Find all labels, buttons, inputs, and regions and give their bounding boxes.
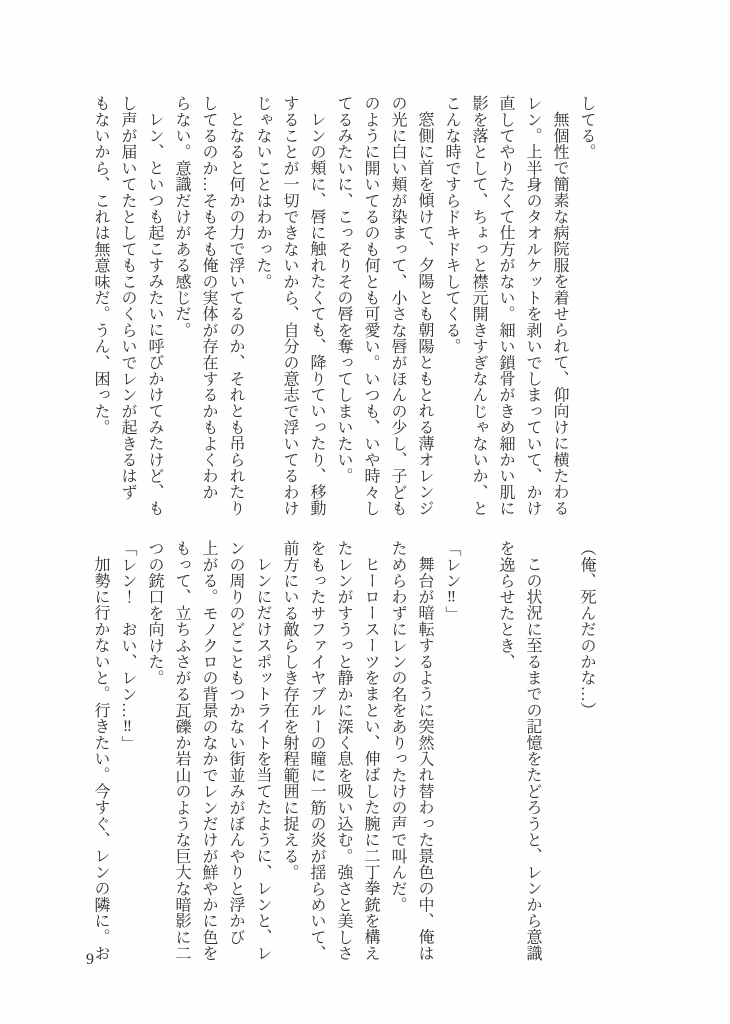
text-line: らない。意識だけがある感じだ。 — [173, 95, 190, 338]
text-line: 「レン‼」 — [443, 540, 460, 622]
text-line: し声が届いてたとしてもこのくらいでレンが起きるはず — [119, 95, 136, 500]
text-line: レンにだけスポットライトを当てたように、レンと、レ — [254, 556, 271, 961]
text-line: つの銃口を向けた。 — [146, 540, 163, 686]
text-line: 加勢に行かないと。行きたい。今すぐ、レンの隣に。お — [92, 556, 109, 961]
text-line: することが一切できないから、自分の意志で浮いてるわけ — [281, 95, 298, 517]
text-block-bottom — [87, 540, 600, 964]
text-line: 上がる。モノクロの背景のなかでレンだけが鮮やかに色を — [200, 540, 217, 962]
text-line — [465, 540, 492, 964]
text-line: してる。 — [578, 95, 595, 160]
text-line: レンの頬に、唇に触れたくても、降りていったり、移動 — [308, 111, 325, 516]
text-line: 影を落として、ちょっと襟元開きすぎなんじゃないか、と — [470, 95, 487, 517]
text-line: してるのか…そもそも俺の実体が存在するかもよくわか — [200, 95, 217, 500]
page-number: 9 — [86, 951, 94, 968]
text-line: もないから、これは無意味だ。うん、困った。 — [92, 95, 109, 436]
text-line: 舞台が暗転するように突然入れ替わった景色の中、俺は — [416, 556, 433, 961]
text-line: となると何かの力で浮いてるのか、それとも吊られたり — [227, 111, 244, 516]
text-line: をもったサファイヤブルーの瞳に一筋の炎が揺らめいて、 — [308, 540, 325, 962]
text-line: 無個性で簡素な病院服を着せられて、仰向けに横たわる — [551, 111, 568, 516]
text-line: の光に白い頬が染まって、小さな唇がほんの少し、子ども — [389, 95, 406, 517]
text-line: ためらわずにレンの名をありったけの声で叫んだ。 — [389, 540, 406, 913]
text-line: （俺、死んだのかな…） — [578, 540, 595, 719]
text-line: 窓側に首を傾けて、夕陽とも朝陽ともとれる薄オレンジ — [416, 111, 433, 516]
text-line: レン、といつも起こすみたいに呼びかけてみたけど、も — [146, 111, 163, 516]
text-line: たレンがすうっと静かに深く息を吸い込む。強さと美しさ — [335, 540, 352, 962]
text-line: この状況に至るまでの記憶をたどろうと、レンから意識 — [524, 556, 541, 961]
text-line: のように開いてるのも何とも可愛い。いつも、いや時々し — [362, 95, 379, 517]
text-line: てるみたいに、こっそりその唇を奪ってしまいたい。 — [335, 95, 352, 484]
text-line: ンの周りのどこともつかない街並みがぼんやりと浮かび — [227, 540, 244, 945]
text-line: 直してやりたくて仕方がない。細い鎖骨がきめ細かい肌に — [497, 95, 514, 517]
text-line: 前方にいる敵らしき存在を射程範囲に捉える。 — [281, 540, 298, 881]
text-line: 「レン！ おい、レン…‼」 — [119, 540, 136, 752]
text-line: ヒーロースーツをまとい、伸ばした腕に二丁拳銃を構え — [362, 556, 379, 961]
text-line — [546, 540, 573, 964]
text-block-top — [87, 95, 600, 519]
text-line: を逸らせたとき、 — [497, 540, 514, 670]
text-line: こんな時ですらドキドキしてくる。 — [443, 95, 460, 355]
text-line: もって、立ちふさがる瓦礫か岩山のような巨大な暗影に二 — [173, 540, 190, 962]
text-line: レン。上半身のタオルケットを剥いでしまっていて、かけ — [524, 95, 541, 517]
text-line: じゃないことはわかった。 — [254, 95, 271, 290]
